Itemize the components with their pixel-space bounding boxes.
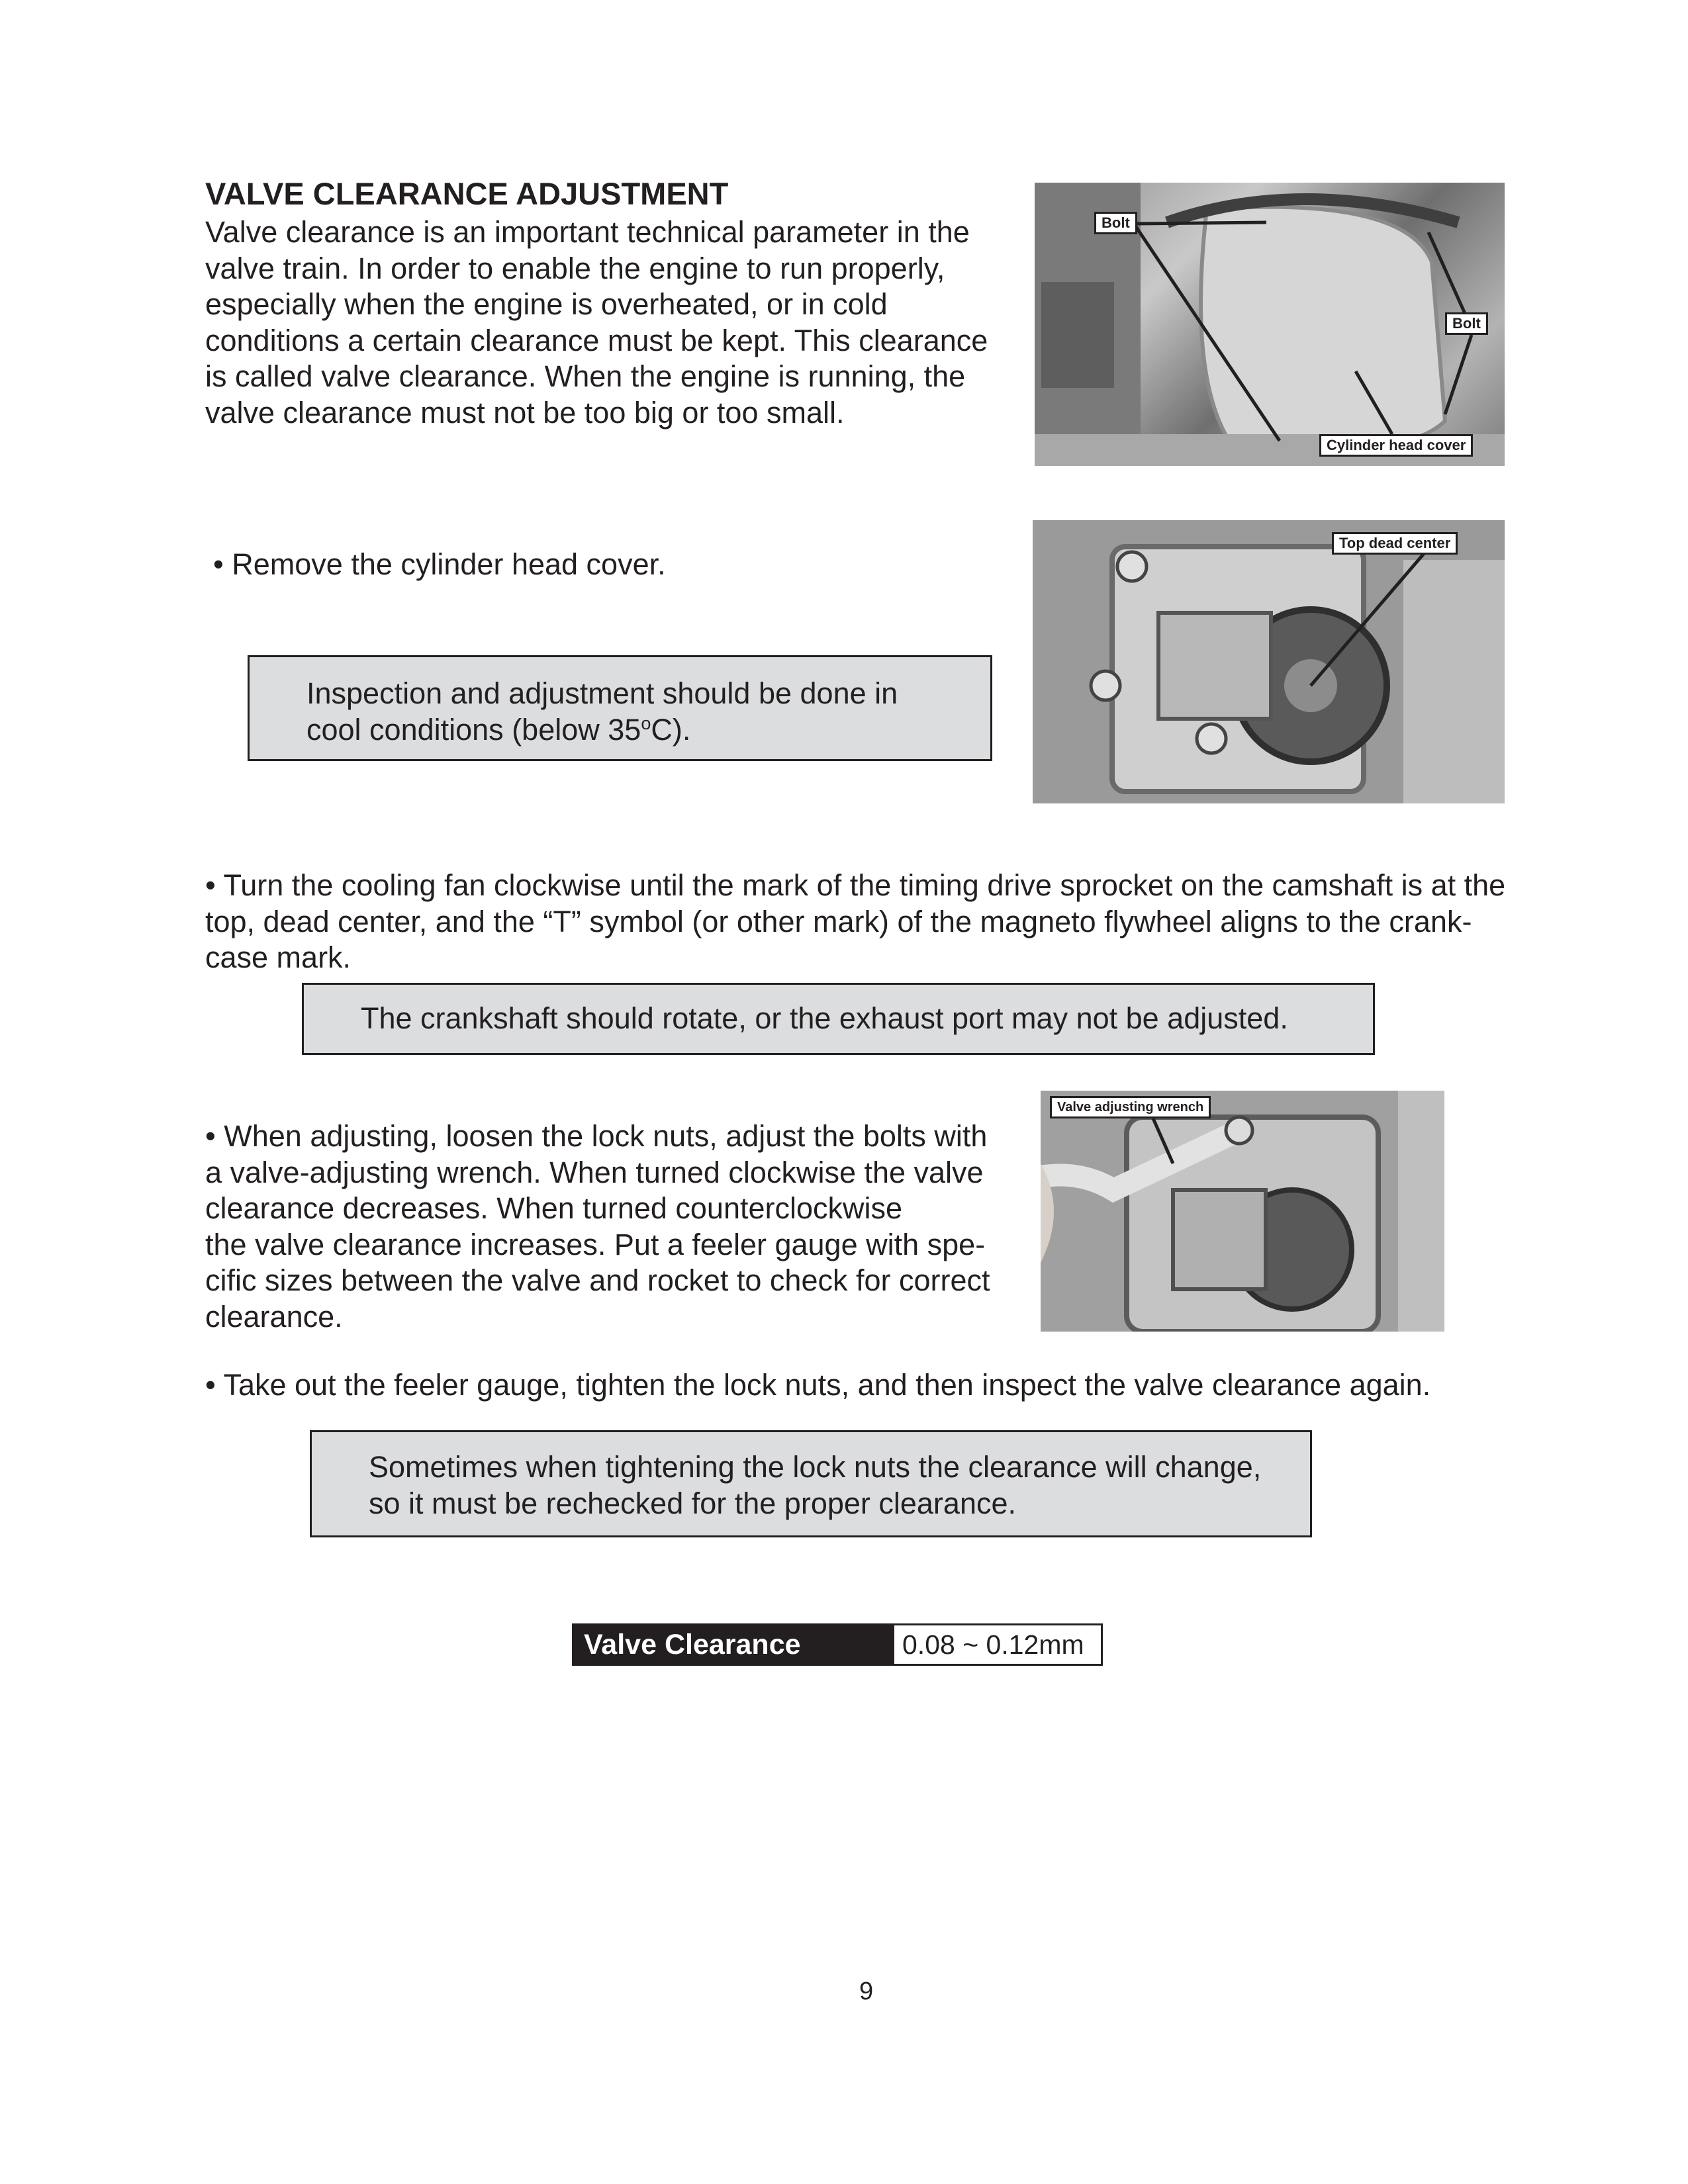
top-dead-center-photo	[1033, 520, 1505, 803]
cylinder-head-cover-photo	[1035, 183, 1505, 466]
callout-bolt-right: Bolt	[1445, 312, 1488, 335]
spec-value: 0.08 ~ 0.12mm	[892, 1623, 1103, 1666]
intro-line: Valve clearance is an important technical parameter in the	[205, 215, 970, 249]
valve-wrench-photo	[1041, 1091, 1444, 1332]
step-turn-cooling-fan	[205, 868, 1505, 976]
note-cool-conditions	[248, 655, 992, 761]
valve-clearance-spec	[572, 1623, 1103, 1666]
note-line: Sometimes when tightening the lock nuts the clearance will change,	[369, 1450, 1262, 1484]
step-line: case mark.	[205, 940, 352, 974]
step-line: clearance decreases. When turned counterclockwise	[205, 1191, 903, 1225]
step-line: top, dead center, and the “T” symbol (or other mark) of the magneto flywheel aligns to the crank-	[205, 904, 1472, 938]
step-line: clearance.	[205, 1299, 343, 1334]
intro-line: especially when the engine is overheated, or in cold	[205, 287, 888, 321]
callout-top-dead-center: Top dead center	[1332, 532, 1458, 555]
spec-label: Valve Clearance	[572, 1623, 892, 1666]
intro-line: valve train. In order to enable the engine to run properly,	[205, 251, 945, 285]
note-line: The crankshaft should rotate, or the exhaust port may not be adjusted.	[361, 1001, 1288, 1035]
step-line: the valve clearance increases. Put a feeler gauge with spe-	[205, 1227, 986, 1261]
page-number: 9	[859, 1978, 874, 2005]
note-line: so it must be rechecked for the proper clearance.	[369, 1486, 1017, 1520]
section-title: VALVE CLEARANCE ADJUSTMENT	[205, 176, 729, 211]
callout-valve-adjusting-wrench: Valve adjusting wrench	[1050, 1096, 1211, 1118]
step-line: a valve-adjusting wrench. When turned clockwise the valve	[205, 1155, 984, 1189]
step-line: • Turn the cooling fan clockwise until the mark of the timing drive sprocket on the camshaft is at the	[205, 868, 1506, 902]
photo2-illustration	[1033, 520, 1505, 803]
intro-paragraph	[205, 214, 988, 431]
step-line: cific sizes between the valve and rocket to check for correct	[205, 1263, 990, 1297]
note-recheck	[310, 1430, 1312, 1537]
photo3-illustration	[1041, 1091, 1444, 1332]
intro-line: conditions a certain clearance must be kept. This clearance	[205, 323, 988, 357]
callout-cylinder-head-cover: Cylinder head cover	[1319, 434, 1473, 457]
step-line: • When adjusting, loosen the lock nuts, adjust the bolts with	[205, 1119, 988, 1153]
callout-bolt-left: Bolt	[1094, 212, 1137, 234]
intro-line: valve clearance must not be too big or too small.	[205, 395, 845, 430]
note-line: Inspection and adjustment should be done in	[306, 676, 898, 710]
note-crankshaft	[302, 983, 1375, 1055]
step-remove-cover: • Remove the cylinder head cover.	[213, 547, 666, 581]
step-take-out-gauge: • Take out the feeler gauge, tighten the lock nuts, and then inspect the valve clearance again.	[205, 1368, 1431, 1402]
step-adjusting	[205, 1118, 990, 1335]
note-line: cool conditions (below 35$^o$C).	[306, 712, 691, 747]
intro-line: is called valve clearance. When the engine is running, the	[205, 359, 966, 393]
